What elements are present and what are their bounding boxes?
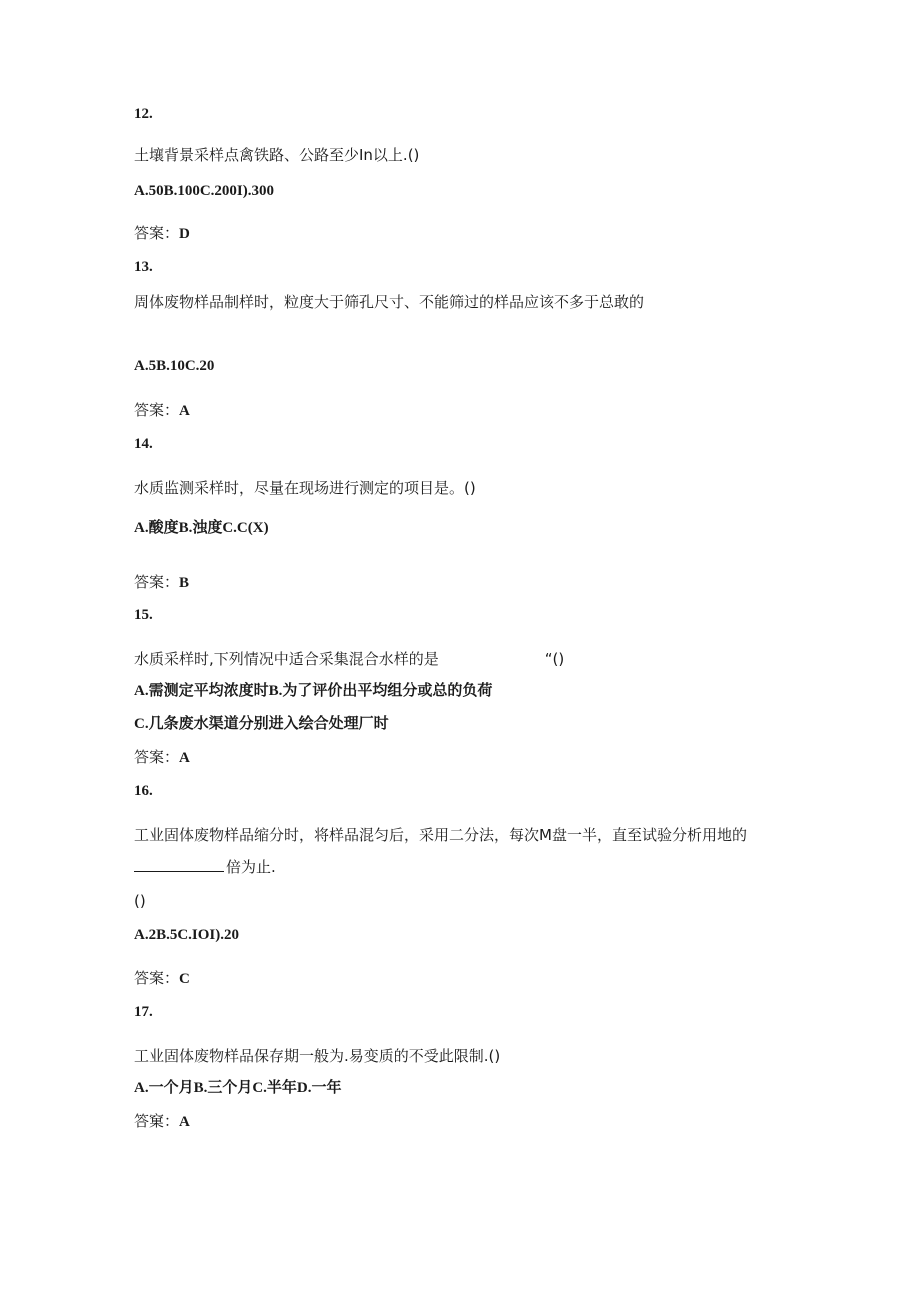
question-15-stem (134, 649, 564, 669)
question-13-stem: 周体废物样品制样时，粒度大于筛孔尺寸、不能筛过的样品应该不多于总敢的 (134, 293, 645, 311)
question-17-number: 17. (134, 1004, 153, 1020)
question-12-answer (134, 223, 190, 244)
question-14-number: 14. (134, 436, 153, 452)
answer-value: A (179, 750, 190, 766)
answer-value: A (179, 403, 190, 419)
answer-value: B (179, 575, 190, 591)
question-14-options: A.酸度B.浊度C.C(X) (134, 520, 269, 536)
question-16-stem-line-2 (134, 857, 276, 877)
answer-value: C (179, 971, 190, 987)
answer-label: 答案： (134, 748, 180, 766)
answer-label: 答案： (134, 401, 180, 419)
question-16-number: 16. (134, 783, 153, 799)
question-12-options: A.50B.100C.200I).300 (134, 183, 275, 199)
answer-label: 答案： (134, 969, 180, 987)
question-14-stem: 水质监测采样时，尽量在现场进行测定的项目是。() (134, 479, 476, 497)
question-17-stem: 工业固体废物样品保存期一般为.易变质的不受此限制.() (134, 1047, 501, 1065)
answer-label: 答窠： (134, 1112, 180, 1130)
question-14-answer (134, 572, 189, 593)
answer-value: D (179, 226, 190, 242)
answer-label: 答案： (134, 224, 180, 242)
question-15-option-line-1: A.需测定平均浓度时B.为了评价出平均组分或总的负荷 (134, 683, 493, 699)
question-13-number: 13. (134, 259, 153, 275)
question-16-answer (134, 968, 190, 989)
fill-in-blank (134, 857, 224, 872)
question-16-stem-line-1: 工业固体废物样品缩分时，将样品混匀后，采用二分法，每次M盘一半，直至试验分析用地的 (134, 826, 747, 844)
question-15-number: 15. (134, 607, 153, 623)
question-15-option-line-2: C.几条废水渠道分别进入绘合处理厂时 (134, 716, 389, 732)
question-16-stem-line-2-text: 倍为止. (226, 858, 276, 876)
question-16-options: A.2B.5C.IOI).20 (134, 927, 240, 943)
question-15-answer (134, 747, 190, 768)
question-13-answer (134, 400, 190, 421)
answer-label: 答案： (134, 573, 180, 591)
question-12-stem: 土壤背景采样点禽铁路、公路至少In以上.() (134, 146, 420, 164)
question-15-stem-text: 水质采样时,下列情况中适合采集混合水样的是 (134, 650, 439, 668)
question-13-options: A.5B.10C.20 (134, 358, 215, 374)
question-17-answer (134, 1111, 190, 1132)
question-16-stem-line-3: () (134, 892, 146, 910)
question-12-number: 12. (134, 106, 153, 122)
answer-value: A (179, 1114, 190, 1130)
question-15-stem-tail: “() (544, 650, 565, 668)
question-17-options: A.一个月B.三个月C.半年D.一年 (134, 1080, 342, 1096)
